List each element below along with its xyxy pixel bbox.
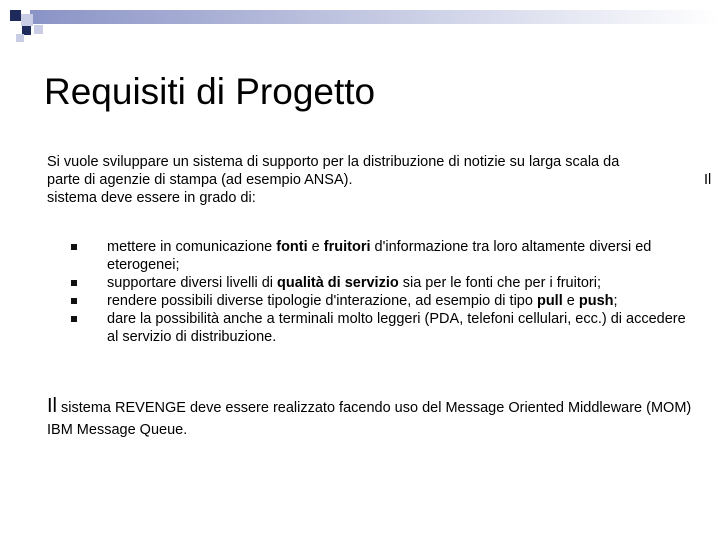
bold-term: fruitori [323, 239, 371, 255]
square-bullet-icon [71, 244, 77, 250]
requirement-text: ; [613, 293, 618, 309]
slide-title: Requisiti di Progetto [44, 71, 376, 112]
closing-note-lead: Il [47, 395, 57, 417]
requirement-text: e [562, 293, 579, 309]
requirement-item [0, 292, 697, 310]
requirement-item [0, 238, 697, 274]
requirement-text: e [307, 239, 324, 255]
corner-square-dark [22, 26, 31, 35]
square-bullet-icon [71, 316, 77, 322]
corner-square-dark [10, 10, 21, 21]
corner-square-light [21, 14, 33, 26]
requirement-text: rendere possibili diverse tipologie d'interazione, ad esempio di tipo [107, 293, 537, 309]
bold-term: pull [536, 293, 563, 309]
closing-note [47, 395, 715, 441]
square-bullet-icon [71, 298, 77, 304]
requirement-text: dare la possibilità anche a terminali molto leggeri (PDA, telefoni cellulari, ecc.) di accedere al servizio di distribuzione. [107, 311, 686, 345]
intro-paragraph [47, 153, 717, 207]
intro-line-3: sistema deve essere in grado di: [47, 190, 256, 206]
intro-line-2-text: parte di agenzie di stampa (ad esempio ANSA). [47, 172, 353, 188]
bold-term: fonti [276, 239, 308, 255]
corner-square-light [34, 25, 43, 34]
bold-term: qualità di servizio [277, 275, 399, 291]
intro-line-2 [47, 171, 717, 189]
bold-term: push [578, 293, 614, 309]
closing-note-text: sistema REVENGE deve essere realizzato facendo uso del Message Oriented Middleware (MOM) IBM Message Queue. [47, 400, 692, 438]
requirement-item [0, 310, 697, 346]
intro-line-2-tail: Il [704, 172, 712, 188]
requirement-text: d'informazione tra loro altamente diversi ed eterogenei; [107, 239, 652, 273]
intro-line-1: Si vuole sviluppare un sistema di supporto per la distribuzione di notizie su larga scala da [47, 154, 620, 170]
header-gradient-bar [30, 10, 720, 24]
corner-square-light [16, 34, 24, 42]
requirement-item [0, 274, 697, 292]
square-bullet-icon [71, 280, 77, 286]
header-decoration [0, 0, 720, 50]
requirement-text: sia per le fonti che per i fruitori; [398, 275, 602, 291]
requirement-text: mettere in comunicazione [107, 239, 277, 255]
requirements-list [0, 238, 720, 346]
requirement-text: supportare diversi livelli di [107, 275, 278, 291]
